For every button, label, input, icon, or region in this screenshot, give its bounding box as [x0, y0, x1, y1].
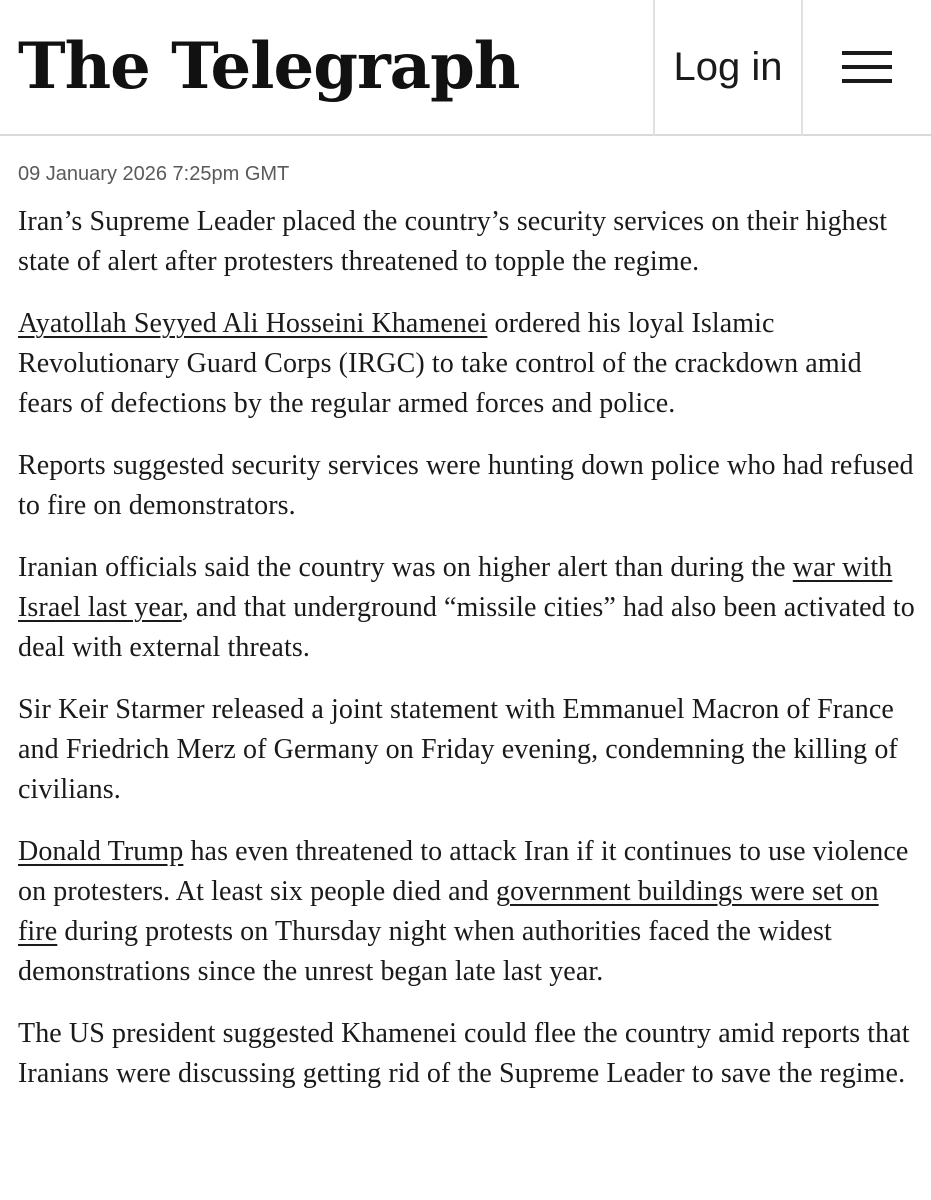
article-paragraph-3: Reports suggested security services were hunting down police who had refused to fire on demonstrators. — [18, 450, 914, 521]
article-timestamp: 09 January 2026 7:25pm GMT — [18, 163, 290, 185]
article-paragraph-2 — [18, 304, 918, 424]
paragraph-text: , and that underground “missile cities” had also been activated to deal with external threats. — [18, 592, 915, 663]
article-paragraph-4 — [18, 548, 918, 668]
paragraph-text: ordered his loyal Islamic Revolutionary Guard Corps (IRGC) to take control of the crackdown amid fears of defections by the regular armed forces and police. — [18, 308, 862, 419]
government-buildings-link[interactable]: government buildings were set on fire — [18, 876, 879, 947]
login-button[interactable]: Log in — [673, 44, 783, 89]
menu-button[interactable] — [803, 0, 931, 134]
article-paragraph-1: Iran’s Supreme Leader placed the country’s security services on their highest state of alert after protesters threatened to topple the regime. — [18, 206, 888, 277]
paragraph-text: has even threatened to attack Iran if it continues to use violence on protesters. At least six people died and — [18, 836, 909, 907]
telegraph-logo[interactable]: The Telegraph — [18, 29, 520, 104]
donald-trump-link[interactable]: Donald Trump — [18, 836, 184, 867]
article-paragraph-7: The US president suggested Khamenei could flee the country amid reports that Iranians were discussing getting rid of the Supreme Leader to save the regime. — [18, 1018, 910, 1089]
israel-war-link[interactable]: war with Israel last year — [18, 552, 893, 623]
paragraph-text: during protests on Thursday night when authorities faced the widest demonstrations since the unrest began late last year. — [18, 916, 832, 987]
article-paragraph-6 — [18, 832, 918, 992]
site-header — [0, 0, 931, 136]
article-body — [18, 160, 918, 1116]
paragraph-text: Iranian officials said the country was on higher alert than during the — [18, 552, 793, 583]
hamburger-menu-icon — [842, 51, 892, 83]
article-paragraph-5: Sir Keir Starmer released a joint statement with Emmanuel Macron of France and Friedrich Merz of Germany on Friday evening, condemning the killing of civilians. — [18, 694, 898, 805]
khamenei-link[interactable]: Ayatollah Seyyed Ali Hosseini Khamenei — [18, 308, 488, 339]
